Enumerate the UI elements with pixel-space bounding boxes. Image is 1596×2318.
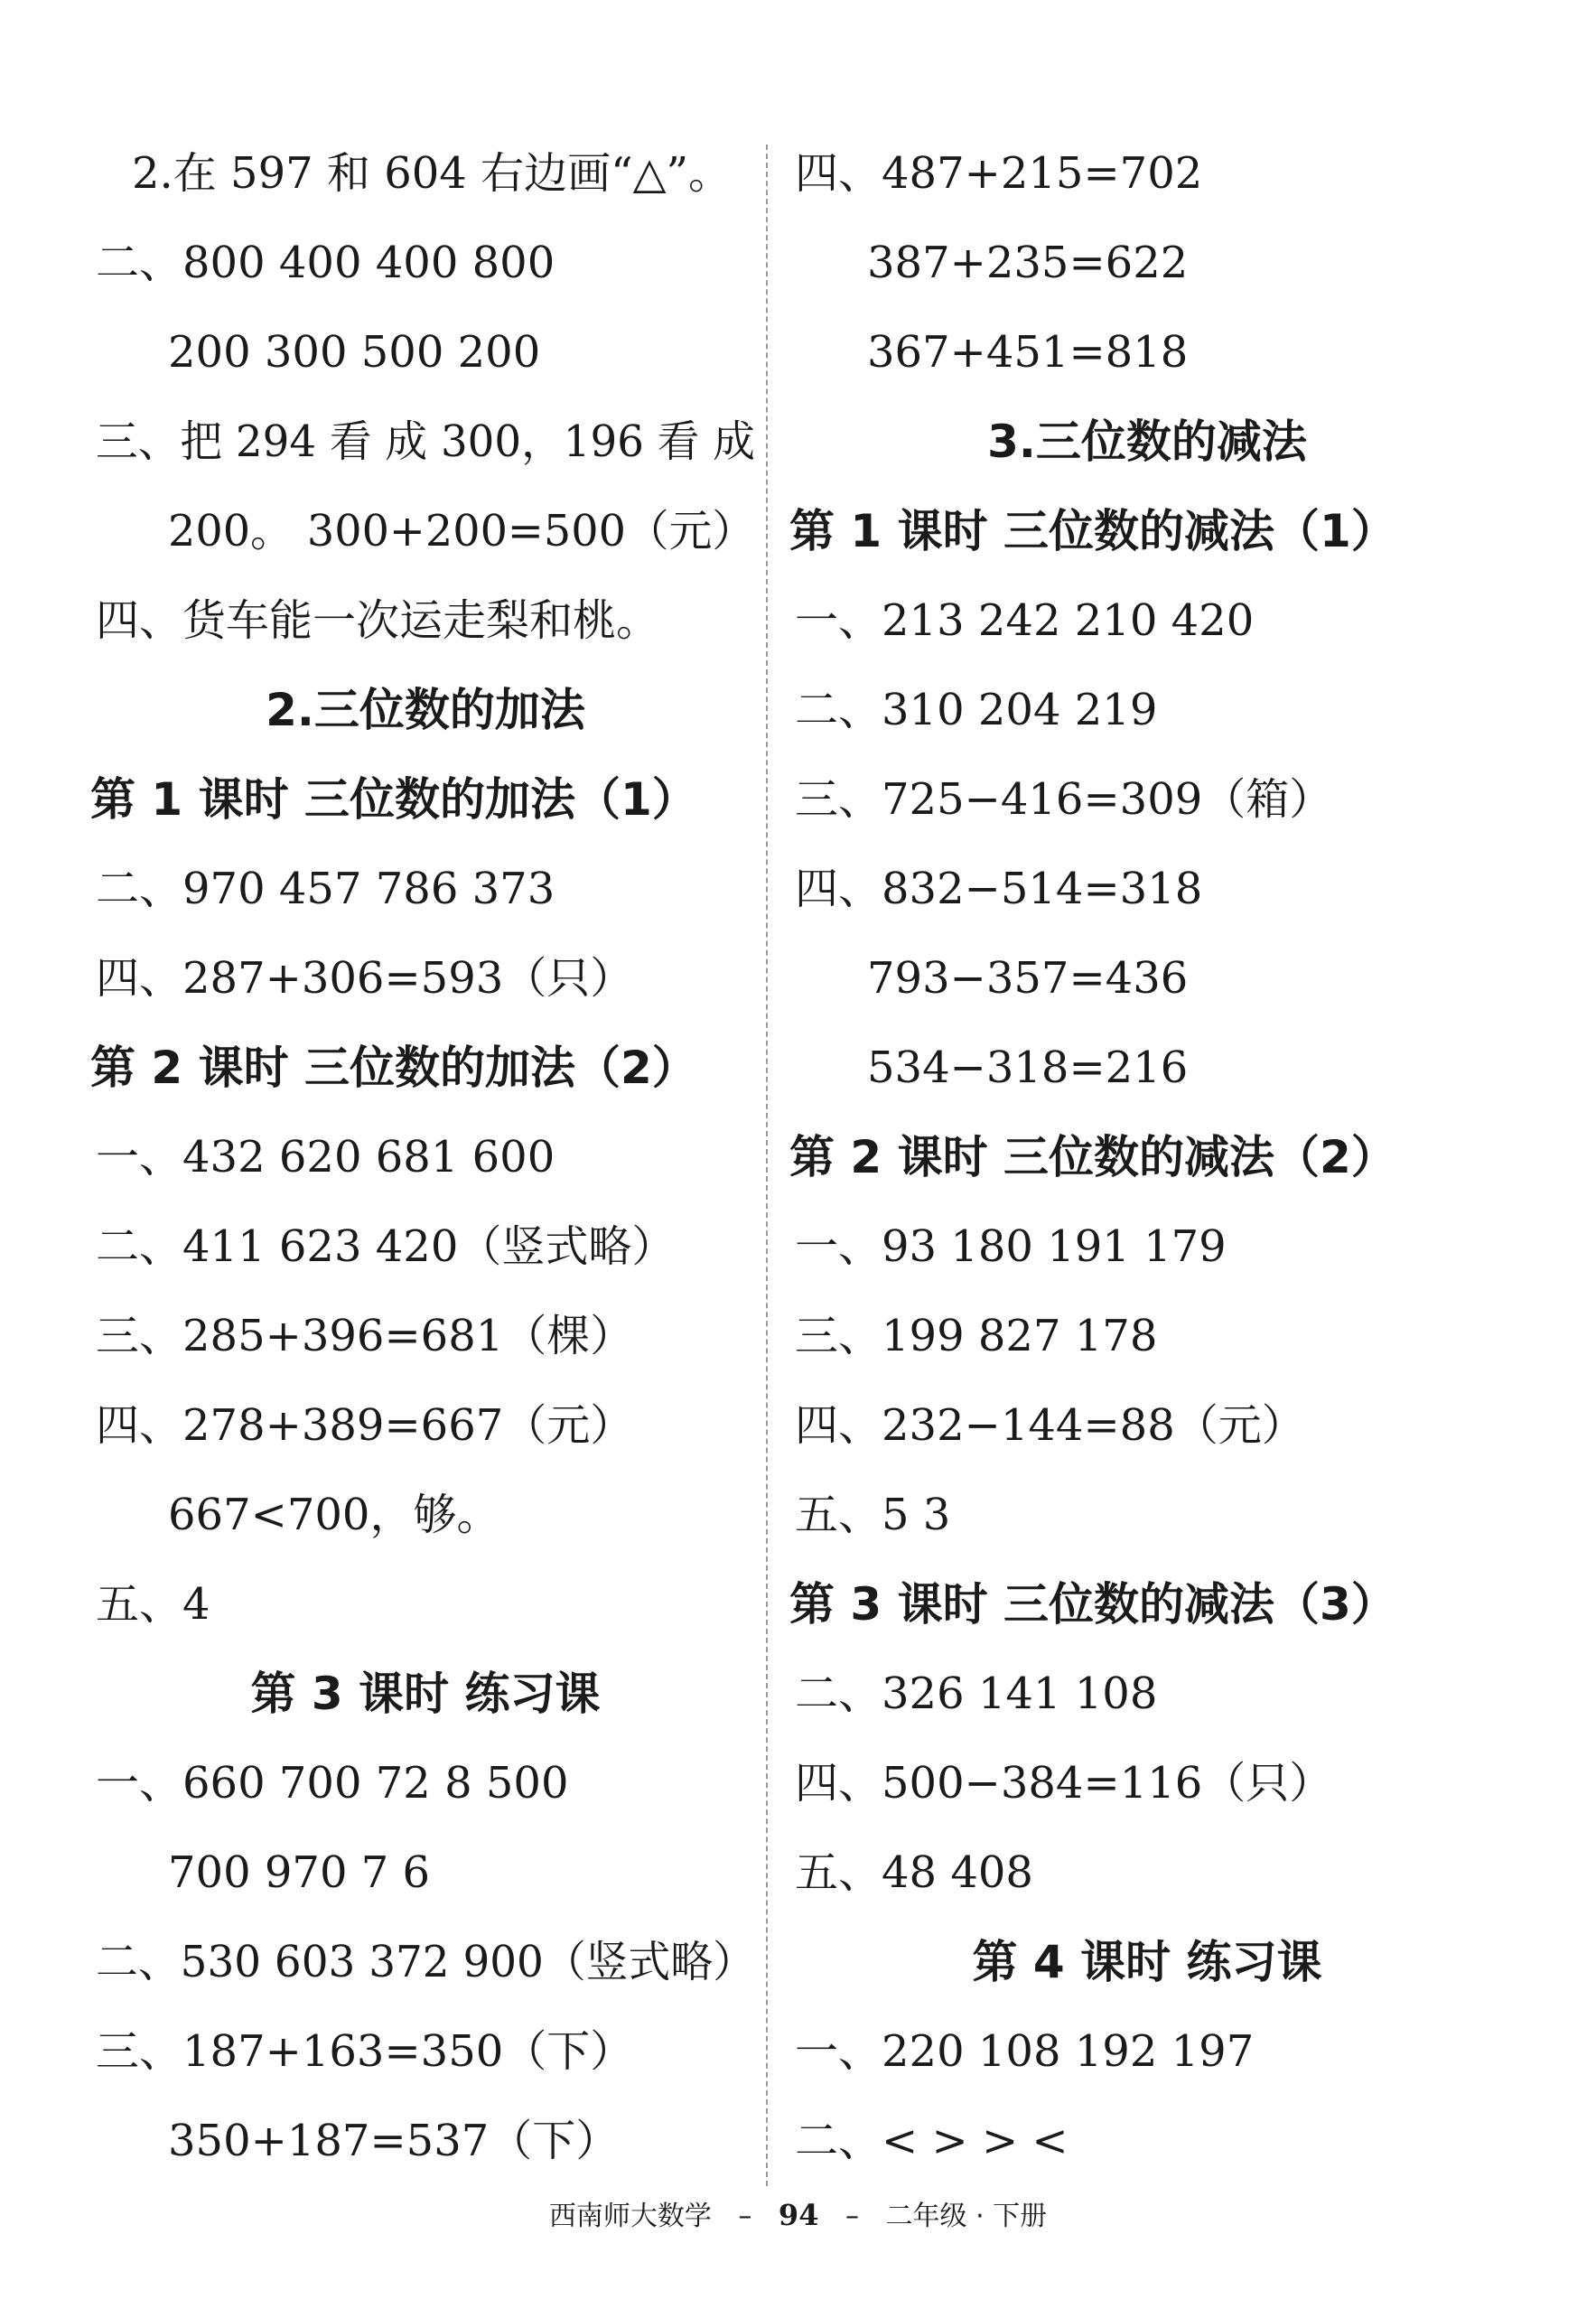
answer-text: 二、310 204 219: [795, 685, 1158, 735]
section-heading: [789, 495, 1499, 584]
answer-text: 四、287+306=593（只）: [96, 953, 634, 1004]
section-heading: [789, 1121, 1499, 1210]
answer-text: 五、4: [96, 1579, 210, 1630]
answer-line: [795, 2015, 1499, 2105]
answer-text: 二、326 141 108: [795, 1668, 1158, 1719]
answer-line: [96, 1479, 755, 1568]
answer-text: 367+451=818: [867, 327, 1189, 378]
answer-line: [96, 1837, 755, 1926]
footer-dash-right: –: [845, 2201, 859, 2232]
answer-text: 四、832−514=318: [795, 864, 1203, 914]
answer-text: 五、5 3: [795, 1490, 951, 1540]
answer-text: 534−318=216: [867, 1042, 1189, 1093]
answer-text: 三、725−416=309（箱）: [795, 774, 1333, 825]
answer-text: 二、411 623 420（竖式略）: [96, 1221, 676, 1272]
answer-line: [795, 1837, 1499, 1926]
answer-line: [795, 2105, 1499, 2194]
answer-text: 200 300 500 200: [168, 327, 541, 378]
footer-grade: 二年级 · 下册: [885, 2201, 1048, 2232]
answer-text: 一、660 700 72 8 500: [96, 1758, 569, 1809]
answer-text: 三、199 827 178: [795, 1311, 1158, 1361]
answer-line: [795, 1210, 1499, 1300]
answer-text: 200。 300+200=500（元）: [168, 506, 755, 556]
footer-book-title: 西南师大数学: [548, 2201, 712, 2232]
answer-line: [795, 1300, 1499, 1389]
answer-line: [96, 1300, 755, 1389]
section-heading: [789, 1568, 1499, 1658]
answer-line: [96, 1747, 755, 1837]
answer-line: [96, 137, 755, 227]
answer-line: [96, 1210, 755, 1300]
page-number: 94: [778, 2198, 819, 2232]
answer-text: 二、800 400 400 800: [96, 238, 555, 288]
answer-line: [96, 495, 755, 584]
answer-line: [795, 674, 1499, 763]
answer-line: [96, 584, 755, 674]
heading-text: 第 1 课时 三位数的减法（1）: [789, 505, 1396, 557]
section-heading: [795, 406, 1499, 495]
answer-line: [795, 1479, 1499, 1568]
column-divider: [766, 145, 768, 2186]
answer-text: 三、285+396=681（棵）: [96, 1311, 634, 1361]
answer-text: 三、187+163=350（下）: [96, 2026, 634, 2077]
right-column: [789, 137, 1499, 2194]
heading-text: 第 1 课时 三位数的加法（1）: [90, 773, 697, 826]
section-heading: [90, 763, 755, 853]
answer-line: [795, 853, 1499, 942]
answer-line: [96, 316, 755, 406]
answer-line: [96, 1389, 755, 1479]
answer-text: 700 970 7 6: [168, 1847, 431, 1898]
answer-line: [795, 227, 1499, 316]
answer-line: [96, 2015, 755, 2105]
heading-text: 3.三位数的减法: [987, 416, 1307, 468]
answer-line: [795, 1658, 1499, 1747]
answer-line: [795, 316, 1499, 406]
answer-line: [795, 1389, 1499, 1479]
answer-line: [96, 1568, 755, 1658]
heading-text: 2.三位数的加法: [266, 684, 585, 736]
answer-text: 二、530 603 372 900（竖式略）: [96, 1937, 755, 1987]
answer-text: 350+187=537（下）: [168, 2116, 620, 2166]
answer-text: 四、487+215=702: [795, 148, 1203, 199]
section-heading: [96, 674, 755, 763]
section-heading: [90, 1032, 755, 1121]
section-heading: [96, 1658, 755, 1747]
answer-line: [96, 2105, 755, 2194]
answer-text: 一、432 620 681 600: [96, 1132, 555, 1182]
answer-line: [795, 942, 1499, 1032]
answer-line: [96, 942, 755, 1032]
answer-text: 2.在 597 和 604 右边画“△”。: [132, 148, 733, 199]
answer-text: 四、500−384=116（只）: [795, 1758, 1333, 1809]
answer-text: 一、213 242 210 420: [795, 595, 1255, 646]
answer-line: [96, 227, 755, 316]
heading-text: 第 2 课时 三位数的加法（2）: [90, 1042, 697, 1094]
left-column: [90, 137, 755, 2194]
answer-line: [795, 137, 1499, 227]
answer-text: 四、232−144=88（元）: [795, 1400, 1305, 1451]
answer-text: 一、220 108 192 197: [795, 2026, 1255, 2077]
answer-text: 一、93 180 191 179: [795, 1221, 1227, 1272]
answer-text: 四、货车能一次运走梨和桃。: [96, 595, 660, 646]
answer-line: [795, 1032, 1499, 1121]
answer-text: 667<700，够。: [168, 1490, 500, 1540]
answer-text: 387+235=622: [867, 238, 1189, 288]
answer-line: [96, 1121, 755, 1210]
answer-line: [96, 406, 755, 495]
page-footer: [0, 2193, 1596, 2233]
answer-line: [795, 1747, 1499, 1837]
answer-text: 四、278+389=667（元）: [96, 1400, 634, 1451]
answer-text: 二、970 457 786 373: [96, 864, 555, 914]
answer-text: 五、48 408: [795, 1847, 1033, 1898]
heading-text: 第 3 课时 三位数的减法（3）: [789, 1578, 1396, 1631]
answer-line: [96, 1926, 755, 2015]
answer-text: 793−357=436: [867, 953, 1189, 1004]
heading-text: 第 2 课时 三位数的减法（2）: [789, 1131, 1396, 1183]
answer-text: 三、把 294 看 成 300，196 看 成: [96, 416, 755, 467]
answer-line: [795, 763, 1499, 853]
heading-text: 第 4 课时 练习课: [972, 1936, 1322, 1988]
answer-line: [795, 584, 1499, 674]
heading-text: 第 3 课时 练习课: [250, 1668, 601, 1720]
section-heading: [795, 1926, 1499, 2015]
footer-dash-left: –: [738, 2201, 752, 2232]
answer-text: 二、< > > <: [795, 2116, 1069, 2166]
answer-line: [96, 853, 755, 942]
